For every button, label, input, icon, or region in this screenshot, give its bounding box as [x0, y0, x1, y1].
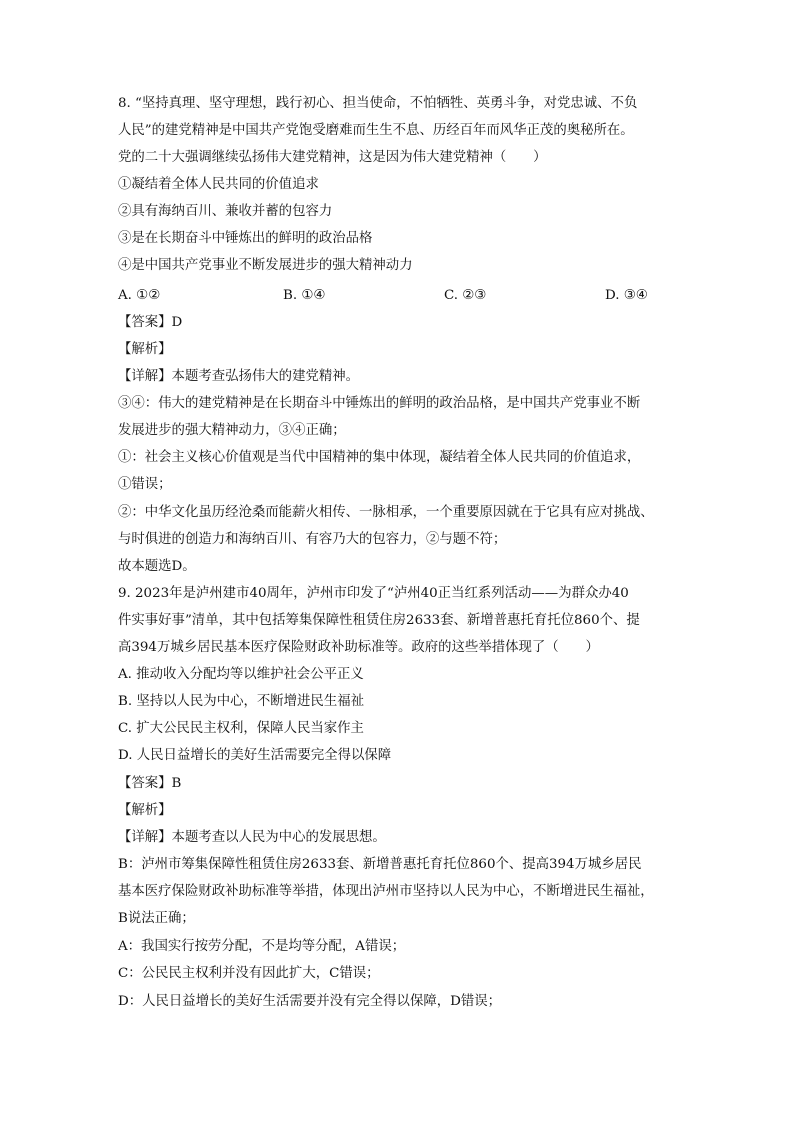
q9-answer: 【答案】B: [118, 776, 182, 791]
q9-stem-line-2: 件实事好事”清单，其中包括筹集保障性租赁住房2633套、新增普惠托育托位860个、提: [118, 613, 640, 628]
q8-option-b: B. ①④: [283, 288, 326, 303]
q9-detail-4: B说法正确；: [118, 911, 195, 926]
q9-detail-6: C：公民民主权利并没有因此扩大，C错误；: [118, 966, 380, 981]
q8-detail-2: ③④：伟大的建党精神是在长期奋斗中锤炼出的鲜明的政治品格，是中国共产党事业不断: [118, 396, 641, 411]
q8-option-a: A. ①②: [118, 288, 161, 303]
q8-detail-1: 【详解】本题考查弘扬伟大的建党精神。: [118, 369, 360, 384]
q9-option-c: C. 扩大公民民主权利，保障人民当家作主: [118, 721, 364, 736]
q8-analysis-label: 【解析】: [118, 342, 172, 357]
q9-option-a: A. 推动收入分配均等以维护社会公平正义: [118, 667, 364, 682]
q8-detail-3: 发展进步的强大精神动力，③④正确；: [118, 423, 346, 438]
q9-detail-5: A：我国实行按劳分配，不是均等分配，A错误；: [118, 939, 406, 954]
q8-stem-line-1: 8. “坚持真理、坚守理想，践行初心、担当使命，不怕牺牲、英勇斗争，对党忠诚、不负: [118, 96, 638, 111]
q8-detail-4: ①：社会主义核心价值观是当代中国精神的集中体现，凝结着全体人民共同的价值追求，: [118, 450, 641, 465]
q8-answer: 【答案】D: [118, 315, 183, 330]
q8-stem-line-2: 人民”的建党精神是中国共产党饱受磨难而生生不息、历经百年而风华正茂的奥秘所在。: [118, 123, 634, 138]
q8-statement-4: ④是中国共产党事业不断发展进步的强大精神动力: [118, 258, 413, 273]
q9-stem-line-1: 9. 2023年是泸州建市40周年，泸州市印发了“泸州40正当红系列活动——为群众办40: [118, 586, 629, 601]
q8-detail-5: ①错误；: [118, 477, 172, 492]
q8-detail-7: 与时俱进的创造力和海纳百川、有容乃大的包容力，②与题不符；: [118, 532, 507, 547]
q9-option-d: D. 人民日益增长的美好生活需要完全得以保障: [118, 748, 392, 763]
q9-detail-7: D：人民日益增长的美好生活需要并没有完全得以保障，D错误；: [118, 994, 502, 1009]
q9-detail-1: 【详解】本题考查以人民为中心的发展思想。: [118, 830, 386, 845]
q8-option-d: D. ③④: [605, 288, 648, 303]
q8-statement-2: ②具有海纳百川、兼收并蓄的包容力: [118, 204, 333, 219]
q8-detail-6: ②：中华文化虽历经沧桑而能薪火相传、一脉相承，一个重要原因就在于它具有应对挑战、: [118, 505, 654, 520]
q9-option-b: B. 坚持以人民为中心，不断增进民生福祉: [118, 694, 364, 709]
q8-option-c: C. ②③: [444, 288, 487, 303]
q8-stem-line-3: 党的二十大强调继续弘扬伟大建党精神，这是因为伟大建党精神（ ）: [118, 150, 547, 165]
q9-detail-3: 基本医疗保险财政补助标准等举措，体现出泸州市坚持以人民为中心，不断增进民生福祉，: [118, 884, 654, 899]
q8-options-row: [118, 287, 678, 305]
q9-analysis-label: 【解析】: [118, 803, 172, 818]
q8-statement-1: ①凝结着全体人民共同的价值追求: [118, 177, 319, 192]
q8-detail-8: 故本题选D。: [118, 559, 196, 574]
q9-stem-line-3: 高394万城乡居民基本医疗保险财政补助标准等。政府的这些举措体现了（ ）: [118, 640, 599, 655]
q8-statement-3: ③是在长期奋斗中锤炼出的鲜明的政治品格: [118, 231, 373, 246]
q9-detail-2: B：泸州市筹集保障性租赁住房2633套、新增普惠托育托位860个、提高394万城乡居民: [118, 857, 642, 872]
